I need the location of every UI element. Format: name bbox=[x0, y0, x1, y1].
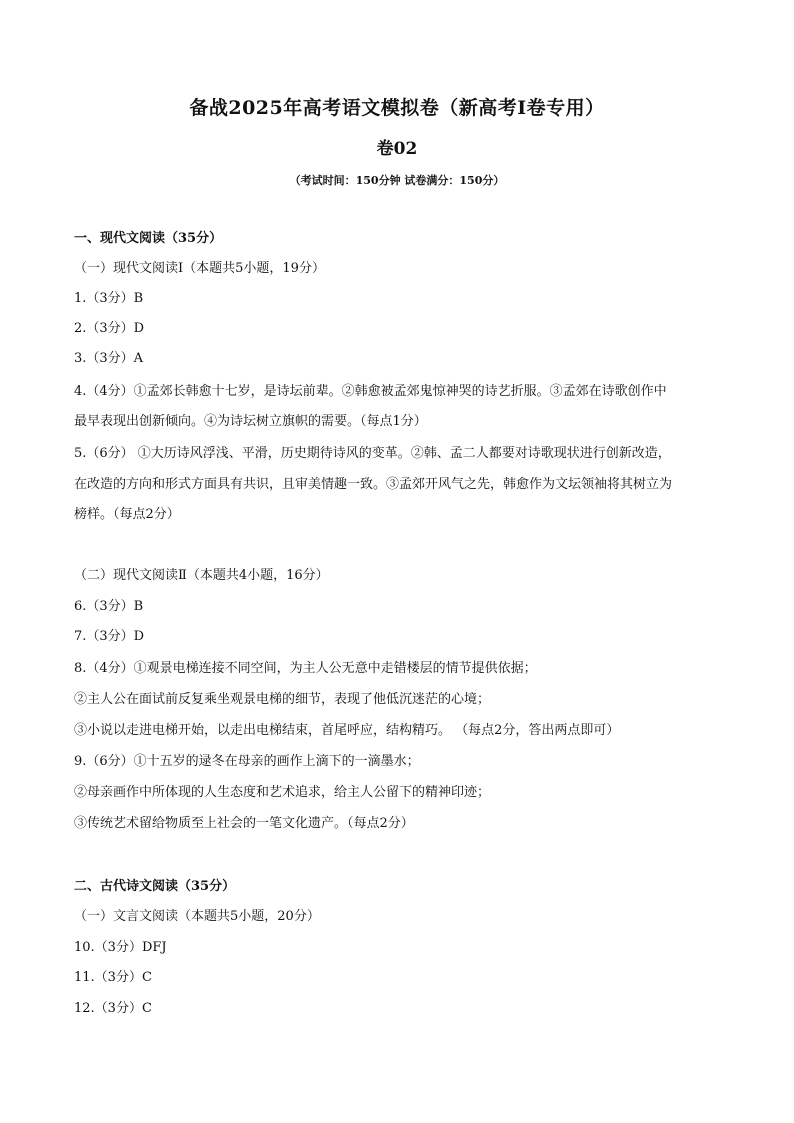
paper-number: 卷02 bbox=[376, 139, 418, 159]
answer-line: ②母亲画作中所体现的人生态度和艺术追求，给主人公留下的精神印迹； bbox=[74, 785, 491, 800]
answer-line: 12.（3分）C bbox=[74, 1001, 152, 1016]
answer-line: 9.（6分）①十五岁的逯冬在母亲的画作上滴下的一滴墨水； bbox=[74, 754, 420, 769]
subsection-heading: （一）现代文阅读Ⅰ（本题共5小题，19分） bbox=[74, 261, 325, 276]
answer-line: 最早表现出创新倾向。④为诗坛树立旗帜的需要。（每点1分） bbox=[74, 414, 427, 429]
page-title: 备战2025年高考语文模拟卷（新高考Ⅰ卷专用） bbox=[189, 97, 605, 119]
section-heading: 二、古代诗文阅读（35分） bbox=[74, 879, 236, 894]
answer-line: 7.（3分）D bbox=[74, 629, 145, 644]
answer-line: 8.（4分）①观景电梯连接不同空间，为主人公无意中走错楼层的情节提供依据； bbox=[74, 661, 537, 676]
answer-line: 4.（4分）①孟郊长韩愈十七岁，是诗坛前辈。②韩愈被孟郊鬼惊神哭的诗艺折服。③孟郊在诗歌创作中 bbox=[74, 384, 667, 399]
answer-line: 10.（3分）DFJ bbox=[74, 940, 167, 955]
answer-line: 2.（3分）D bbox=[74, 321, 145, 336]
answer-line: 11.（3分）C bbox=[74, 970, 152, 985]
answer-line: 3.（3分）A bbox=[74, 351, 144, 366]
answer-line: 榜样。（每点2分） bbox=[74, 507, 180, 522]
answer-line: 5.（6分） ①大历诗风浮浅、平滑，历史期待诗风的变革。②韩、孟二人都要对诗歌现状进行创新改造， bbox=[74, 446, 671, 461]
answer-line: ③小说以走进电梯开始，以走出电梯结束，首尾呼应，结构精巧。 （每点2分，答出两点即可） bbox=[74, 723, 620, 738]
subsection-heading: （一）文言文阅读（本题共5小题，20分） bbox=[74, 909, 320, 924]
answer-line: 1.（3分）B bbox=[74, 291, 144, 306]
answer-line: ②主人公在面试前反复乘坐观景电梯的细节，表现了他低沉迷茫的心境； bbox=[74, 692, 491, 707]
subsection-heading: （二）现代文阅读Ⅱ（本题共4小题，16分） bbox=[74, 568, 329, 583]
answer-line: 在改造的方向和形式方面具有共识，且审美情趣一致。③孟郊开风气之先，韩愈作为文坛领袖将其树立为 bbox=[74, 477, 673, 492]
exam-meta: （考试时间：150分钟 试卷满分：150分） bbox=[289, 174, 505, 187]
answer-line: ③传统艺术留给物质至上社会的一笔文化遗产。（每点2分） bbox=[74, 816, 414, 831]
answer-line: 6.（3分）B bbox=[74, 599, 144, 614]
section-heading: 一、现代文阅读（35分） bbox=[74, 231, 223, 246]
